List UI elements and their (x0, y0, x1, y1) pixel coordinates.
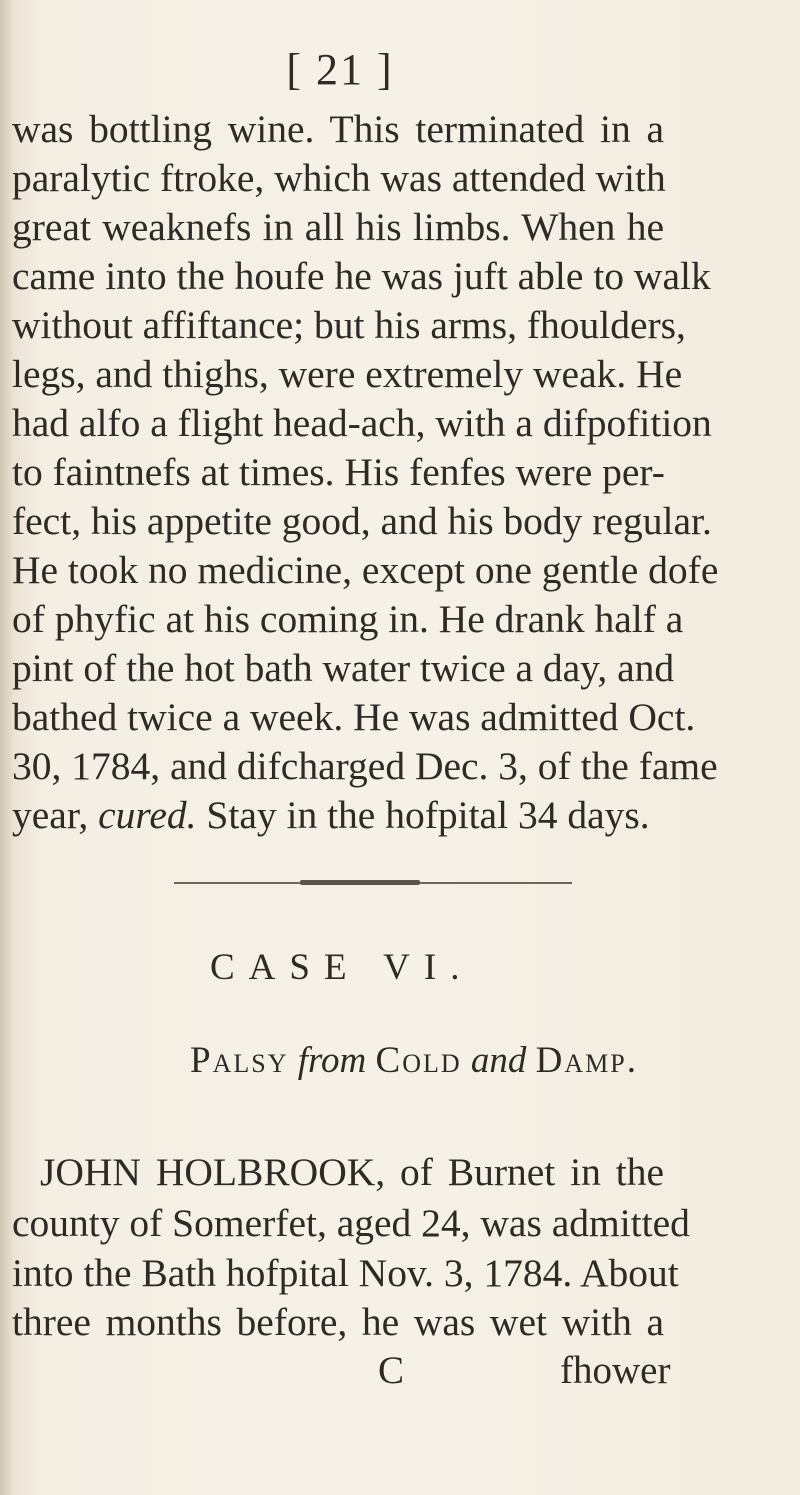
text-line: to faintnefs at times. His fenfes were per- (12, 450, 665, 494)
text-line: of phyfic at his coming in. He drank half a (12, 597, 684, 641)
text-line: fect, his appetite good, and his body regular. (12, 499, 712, 543)
outcome-cured: cured. (98, 793, 197, 837)
text-line: bathed twice a week. He was admitted Oct. (12, 695, 696, 739)
case-heading: CASE VI. (210, 947, 474, 988)
subtitle-from: from (297, 1040, 367, 1081)
text-line: He took no medicine, except one gentle dofe (12, 548, 719, 592)
subtitle-damp: Damp. (535, 1040, 638, 1081)
text-line: had alfo a flight head-ach, with a difpofition (12, 401, 712, 445)
signature-mark: C (378, 1349, 405, 1392)
text-line: JOHN HOLBROOK, of Burnet in the (40, 1150, 664, 1194)
text-fragment: year, (12, 793, 99, 837)
case-subtitle (190, 1039, 638, 1082)
text-line: paralytic ftroke, which was attended with (12, 156, 666, 200)
catchword: fhower (560, 1349, 671, 1392)
subtitle-palsy: Palsy (190, 1040, 289, 1081)
text-line: was bottling wine. This terminated in a (12, 107, 664, 151)
text-line: pint of the hot bath water twice a day, and (12, 646, 675, 690)
text-line: came into the houfe he was juft able to walk (12, 254, 711, 298)
text-line: legs, and thighs, were extremely weak. He (12, 352, 683, 396)
text-line: into the Bath hofpital Nov. 3, 1784. About (12, 1251, 679, 1295)
text-line: without affiftance; but his arms, fhoulders, (12, 303, 686, 347)
section-divider-ornament (300, 880, 420, 885)
text-fragment: Stay in the hofpital 34 days. (196, 793, 650, 837)
text-line: great weaknefs in all his limbs. When he (12, 205, 664, 249)
text-line: 30, 1784, and difcharged Dec. 3, of the fame (12, 744, 718, 788)
text-line-last (12, 792, 650, 839)
subtitle-and: and (470, 1040, 527, 1081)
text-line: three months before, he was wet with a (12, 1300, 664, 1344)
subtitle-cold: Cold (375, 1040, 462, 1081)
page-number: [ 21 ] (286, 45, 394, 94)
text-line: county of Somerfet, aged 24, was admitted (12, 1201, 690, 1245)
